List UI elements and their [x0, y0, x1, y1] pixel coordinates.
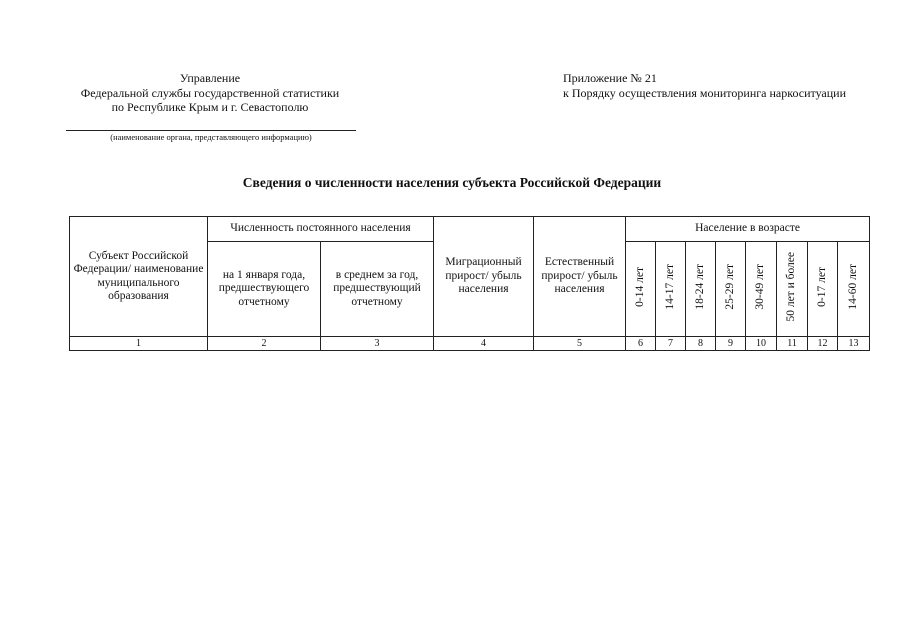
column-number: 13: [838, 337, 870, 351]
age-group-header: [746, 242, 777, 337]
column-number: 1: [70, 337, 208, 351]
column-number: 5: [534, 337, 626, 351]
age-group-header: [656, 242, 686, 337]
organization-line-3: по Республике Крым и г. Севастополю: [111, 100, 309, 114]
appendix-header: [563, 71, 846, 100]
appendix-number: Приложение № 21: [563, 71, 657, 85]
organization-header: [62, 71, 358, 115]
age-group-label: 18-24 лет: [693, 263, 706, 310]
natural-growth-header: Естественный прирост/ убыль населения: [534, 217, 626, 337]
column-number: 10: [746, 337, 777, 351]
column-number: 7: [656, 337, 686, 351]
age-group-header: [838, 242, 870, 337]
signature-line: [66, 130, 356, 131]
column-number: 6: [626, 337, 656, 351]
age-group-label: 0-14 лет: [633, 266, 646, 307]
age-group-header: [777, 242, 808, 337]
organization-line-2: Федеральной службы государственной статистики: [80, 85, 340, 100]
column-number: 8: [686, 337, 716, 351]
column-number: 2: [208, 337, 321, 351]
column-number: 9: [716, 337, 746, 351]
appendix-reference: к Порядку осуществления мониторинга наркоситуации: [563, 85, 847, 100]
column-number: 3: [321, 337, 434, 351]
column-number: 4: [434, 337, 534, 351]
document-title: Сведения о численности населения субъекта Российской Федерации: [242, 175, 662, 190]
signature-caption: (наименование органа, представляющего информацию): [110, 132, 312, 142]
age-group-label: 0-17 лет: [815, 266, 828, 307]
age-header: Население в возрасте: [626, 217, 870, 242]
population-jan1-header: на 1 января года, предшествующего отчетному: [208, 242, 321, 337]
age-group-label: 25-29 лет: [723, 263, 736, 310]
column-number: 11: [777, 337, 808, 351]
column-number: 12: [808, 337, 838, 351]
population-table: [69, 216, 870, 351]
organization-line-1: Управление: [179, 71, 241, 85]
population-average-header: в среднем за год, предшествующий отчетному: [321, 242, 434, 337]
permanent-population-header: Численность постоянного населения: [208, 217, 434, 242]
age-group-header: [626, 242, 656, 337]
subject-header: Субъект Российской Федерации/ наименование муниципального образования: [70, 217, 208, 337]
age-group-label: 14-60 лет: [846, 263, 859, 310]
age-group-label: 14-17 лет: [663, 263, 676, 310]
age-group-header: [716, 242, 746, 337]
migration-header: Миграционный прирост/ убыль населения: [434, 217, 534, 337]
age-group-header: [686, 242, 716, 337]
age-group-header: [808, 242, 838, 337]
age-group-label: 30-49 лет: [754, 263, 767, 310]
age-group-label: 50 лет и более: [785, 251, 798, 322]
